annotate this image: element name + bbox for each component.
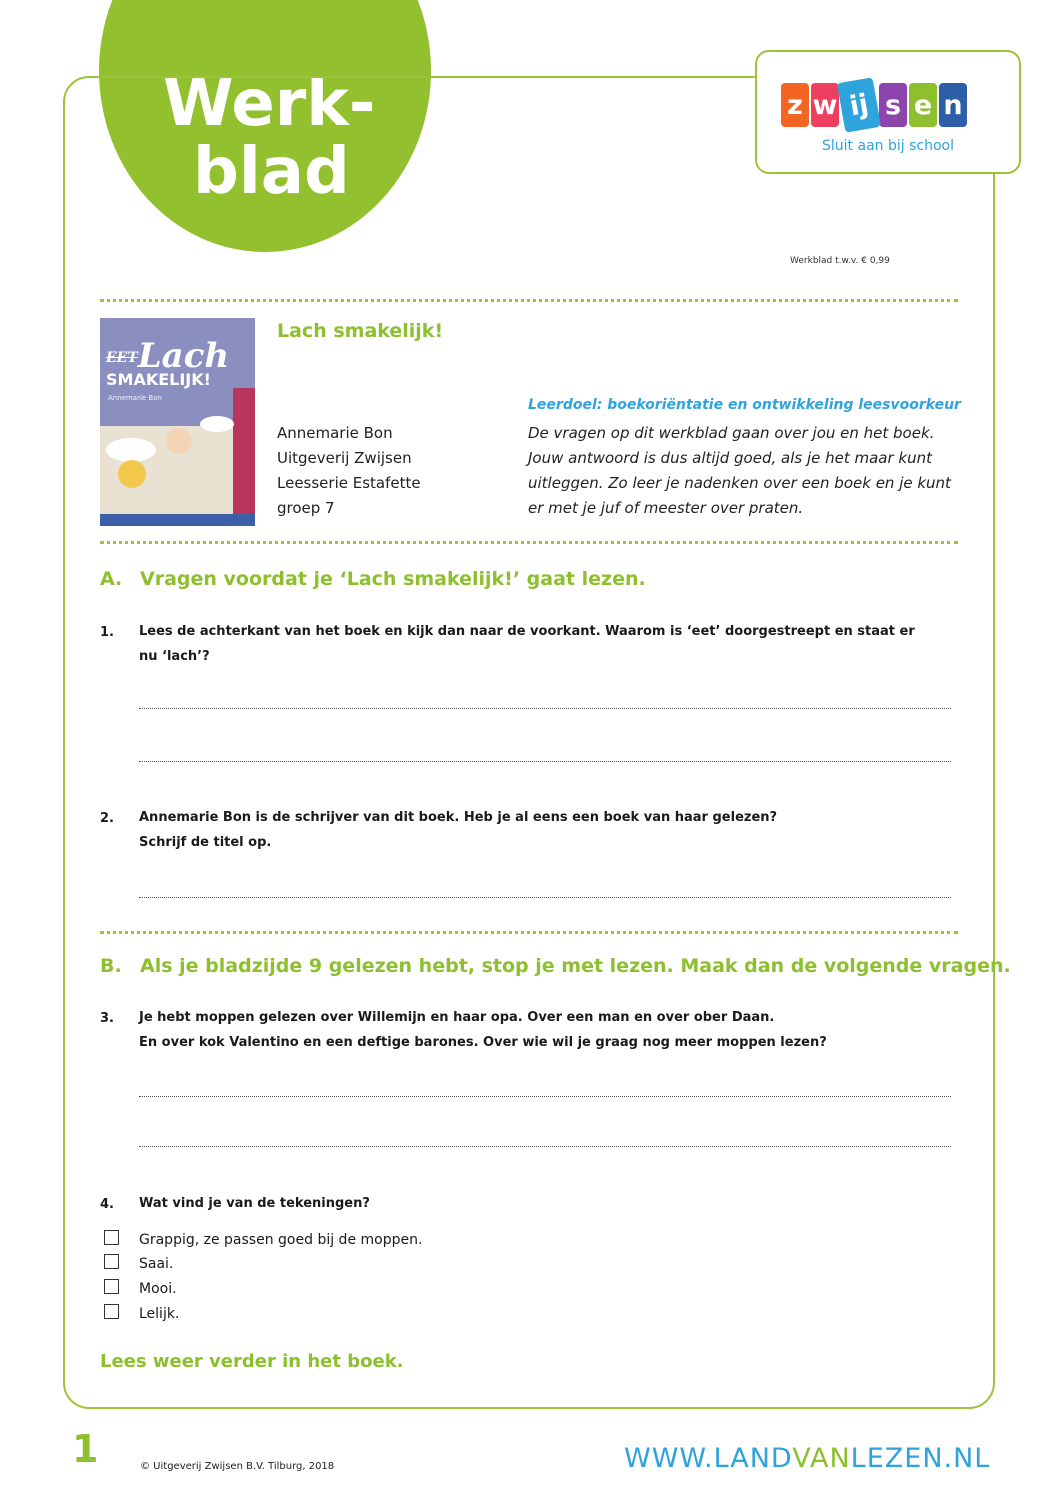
book-title: Lach smakelijk!	[277, 320, 444, 342]
answer-line[interactable]	[139, 1096, 951, 1097]
logo-tile: e	[909, 83, 937, 127]
question-line: Annemarie Bon is de schrijver van dit boek. Heb je al eens een boek van haar gelezen?	[139, 810, 778, 825]
badge-line-2: blad	[193, 135, 350, 209]
answer-line[interactable]	[139, 1146, 951, 1147]
cover-curtain	[233, 388, 255, 526]
logo-tile: z	[781, 83, 809, 127]
question-text	[139, 1191, 949, 1216]
site-part: LEZEN.NL	[850, 1443, 991, 1474]
section-letter: A.	[100, 568, 123, 590]
question-line: Schrijf de titel op.	[139, 835, 272, 850]
option-label: Saai.	[139, 1256, 174, 1272]
logo-tile: n	[939, 83, 967, 127]
question-line: Wat vind je van de tekeningen?	[139, 1196, 370, 1211]
website-link[interactable]	[624, 1443, 990, 1474]
meta-author: Annemarie Bon	[277, 424, 393, 442]
zwijsen-logo	[755, 50, 1021, 174]
option-label: Mooi.	[139, 1281, 177, 1297]
question-text	[139, 1005, 949, 1055]
badge-line-1: Werk-	[163, 67, 376, 141]
cover-figure	[166, 428, 192, 454]
answer-line[interactable]	[139, 897, 951, 898]
section-title: Vragen voordat je ‘Lach smakelijk!’ gaat lezen.	[140, 568, 646, 590]
option-label: Grappig, ze passen goed bij de moppen.	[139, 1232, 423, 1248]
meta-group: groep 7	[277, 499, 335, 517]
copyright: © Uitgeverij Zwijsen B.V. Tilburg, 2018	[140, 1461, 335, 1472]
site-part: VAN	[792, 1443, 851, 1474]
continue-reading-text: Lees weer verder in het boek.	[100, 1351, 404, 1372]
divider	[100, 931, 958, 934]
option-checkbox[interactable]	[104, 1230, 119, 1245]
logo-tile: w	[811, 83, 839, 127]
meta-publisher: Uitgeverij Zwijsen	[277, 449, 412, 467]
section-title: Als je bladzijde 9 gelezen hebt, stop je met lezen. Maak dan de volgende vragen.	[140, 955, 1011, 977]
question-number: 4.	[100, 1197, 114, 1212]
answer-line[interactable]	[139, 761, 951, 762]
question-number: 1.	[100, 625, 114, 640]
question-text	[139, 805, 949, 855]
cover-author: Annemarie Bon	[108, 394, 162, 402]
divider	[100, 299, 958, 302]
logo-tiles	[781, 78, 969, 132]
question-line: En over kok Valentino en een deftige barones. Over wie wil je graag nog meer moppen lezen?	[139, 1035, 827, 1050]
question-text	[139, 619, 949, 669]
question-line: Lees de achterkant van het boek en kijk dan naar de voorkant. Waarom is ‘eet’ doorgestreept en staat er	[139, 624, 915, 639]
section-b-heading	[100, 955, 1011, 977]
question-number: 3.	[100, 1011, 114, 1026]
logo-tile: ij	[837, 77, 881, 132]
section-letter: B.	[100, 955, 122, 977]
cover-struck-word: EET	[106, 350, 138, 366]
question-number: 2.	[100, 811, 114, 826]
site-part: WWW.LAND	[624, 1443, 793, 1474]
cover-band	[100, 514, 255, 526]
logo-tagline: Sluit aan bij school	[822, 138, 954, 154]
learning-goal-text: De vragen op dit werkblad gaan over jou en het boek. Jouw antwoord is dus altijd goed, als je het maar kunt uitleggen. Zo leer je nadenken over een boek en je kunt er met je juf of meester over praten.	[528, 424, 951, 517]
question-line: Je hebt moppen gelezen over Willemijn en haar opa. Over een man en over ober Daan.	[139, 1010, 775, 1025]
cover-speech-bubble	[106, 438, 156, 462]
answer-line[interactable]	[139, 708, 951, 709]
learning-goal-heading: Leerdoel: boekoriëntatie en ontwikkeling leesvoorkeur	[528, 397, 961, 413]
option-checkbox[interactable]	[104, 1254, 119, 1269]
cover-subtitle: SMAKELIJK!	[106, 370, 211, 389]
meta-series: Leesserie Estafette	[277, 474, 421, 492]
cover-title-word: Lach	[137, 336, 230, 376]
option-checkbox[interactable]	[104, 1304, 119, 1319]
page-number: 1	[72, 1427, 99, 1471]
option-checkbox[interactable]	[104, 1279, 119, 1294]
option-label: Lelijk.	[139, 1306, 180, 1322]
cover-figure	[118, 460, 146, 488]
book-meta	[277, 421, 421, 521]
logo-tile: s	[879, 83, 907, 127]
book-cover-image	[100, 318, 255, 526]
divider	[100, 541, 958, 544]
cover-speech-bubble	[200, 416, 234, 432]
question-line: nu ‘lach’?	[139, 649, 210, 664]
price-note: Werkblad t.w.v. € 0,99	[790, 256, 890, 266]
section-a-heading	[100, 568, 646, 590]
